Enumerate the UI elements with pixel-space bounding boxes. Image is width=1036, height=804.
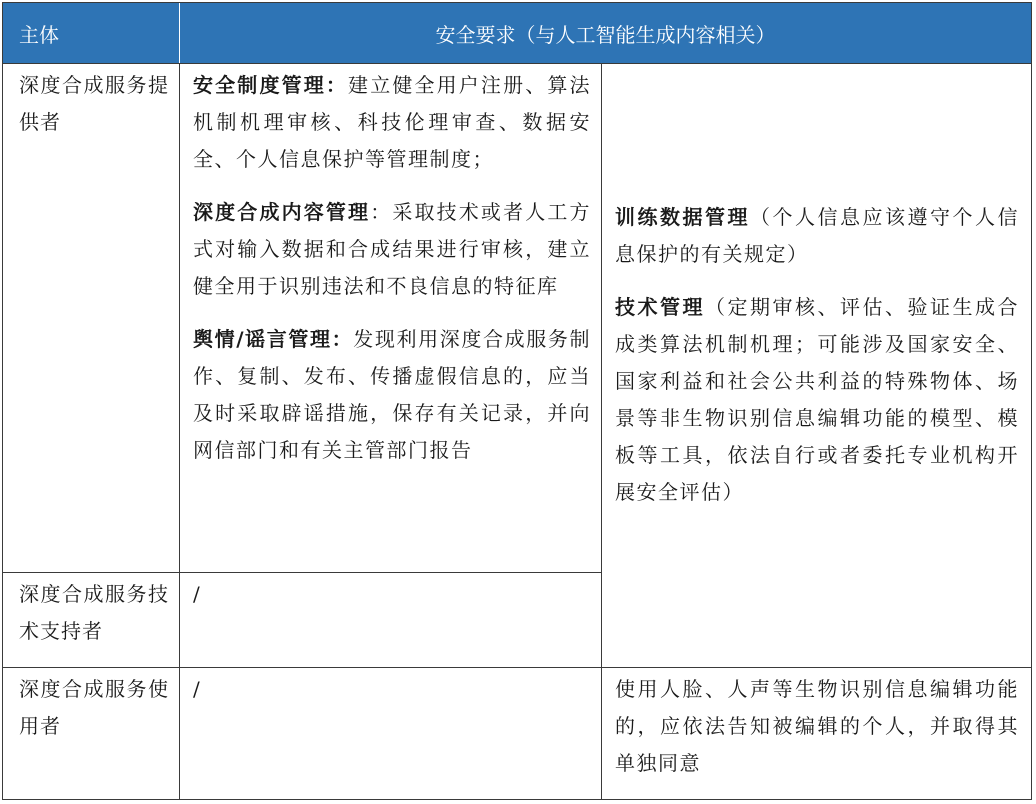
- item-title: 舆情/谣言管理: [193, 327, 332, 351]
- subject-user: 深度合成服务使用者: [19, 677, 169, 738]
- requirement-item: [193, 321, 591, 469]
- row-divider-2: [3, 667, 1031, 668]
- item-separator: ：: [331, 327, 354, 351]
- row-divider-1: [3, 572, 601, 573]
- provider-requirements: [193, 67, 591, 469]
- column-divider-1: [179, 63, 180, 799]
- requirement-item: [193, 67, 591, 178]
- item-text: （个人信息应该遵守个人信息保护的有关规定）: [615, 205, 1019, 266]
- item-text: 采取技术或者人工方式对输入数据和合成结果进行审核，建立健全用于识别违法和不良信息的特征库: [193, 200, 592, 298]
- subject-tech-supporter: 深度合成服务技术支持者: [19, 582, 169, 643]
- item-separator: ：: [325, 73, 349, 97]
- subject-provider: 深度合成服务提供者: [19, 73, 169, 134]
- requirements-table: [2, 2, 1032, 800]
- header-subject: 主体: [3, 3, 179, 63]
- shared-item: [615, 199, 1019, 273]
- item-text: 建立健全用户注册、算法机制机理审核、科技伦理审查、数据安全、个人信息保护等管理制度；: [193, 73, 592, 171]
- column-divider-2: [601, 63, 602, 799]
- requirement-item: [193, 194, 591, 305]
- item-title: 安全制度管理: [193, 73, 326, 97]
- user-biometric-requirement: 使用人脸、人声等生物识别信息编辑功能的，应依法告知被编辑的个人，并取得其单独同意: [615, 677, 1019, 775]
- item-title: 训练数据管理: [615, 205, 750, 229]
- user-requirements: /: [193, 677, 202, 701]
- item-text: 发现利用深度合成服务制作、复制、发布、传播虚假信息的，应当及时采取辟谣措施，保存有关记录，并向网信部门和有关主管部门报告: [193, 327, 591, 462]
- shared-item: [615, 289, 1019, 511]
- item-text: （定期审核、评估、验证生成合成类算法机制机理；可能涉及国家安全、国家利益和社会公共利益的特殊物体、场景等非生物识别信息编辑功能的模型、模板等工具，依法自行或者委托专业机构开展安全评估）: [615, 295, 1019, 504]
- item-title: 技术管理: [615, 295, 705, 319]
- item-separator: ：: [370, 200, 393, 224]
- tech-supporter-requirements: /: [193, 582, 202, 606]
- header-bottom-rule: [3, 63, 1031, 64]
- shared-requirements: [615, 199, 1019, 511]
- item-title: 深度合成内容管理: [193, 200, 371, 224]
- header-requirements: 安全要求（与人工智能生成内容相关）: [179, 3, 1031, 63]
